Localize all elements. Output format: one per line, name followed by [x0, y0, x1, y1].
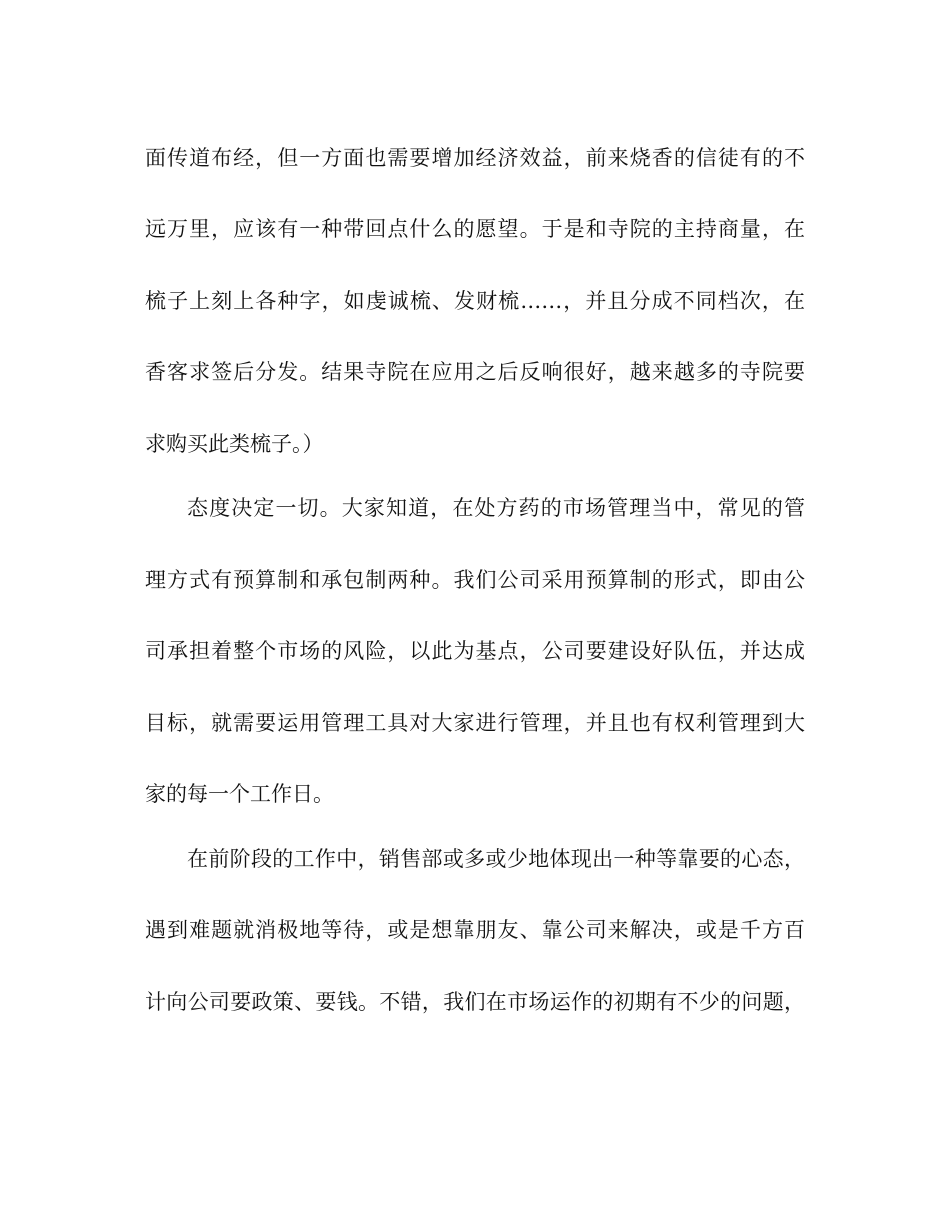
text-line: 求购买此类梳子。） [145, 432, 324, 456]
text-line: 香客求签后分发。结果寺院在应用之后反响很好，越来越多的寺院要 [145, 360, 805, 384]
text-line: 遇到难题就消极地等待，或是想靠朋友、靠公司来解决，或是千方百 [145, 918, 805, 942]
text-line: 目标，就需要运用管理工具对大家进行管理，并且也有权利管理到大 [145, 711, 805, 735]
text-line: 理方式有预算制和承包制两种。我们公司采用预算制的形式，即由公 [145, 568, 805, 592]
text-line: 态度决定一切。大家知道，在处方药的市场管理当中，常见的管 [187, 496, 805, 520]
text-line: 在前阶段的工作中，销售部或多或少地体现出一种等靠要的心态， [187, 847, 805, 871]
text-line: 面传道布经，但一方面也需要增加经济效益，前来烧香的信徒有的不 [145, 146, 805, 170]
text-line: 司承担着整个市场的风险，以此为基点，公司要建设好队伍，并达成 [145, 639, 805, 663]
text-line: 计向公司要政策、要钱。不错，我们在市场运作的初期有不少的问题， [145, 990, 805, 1014]
text-line: 家的每一个工作日。 [145, 782, 334, 806]
text-line: 远万里，应该有一种带回点什么的愿望。于是和寺院的主持商量，在 [145, 217, 805, 241]
text-line: 梳子上刻上各种字，如虔诚梳、发财梳……，并且分成不同档次，在 [145, 289, 805, 313]
